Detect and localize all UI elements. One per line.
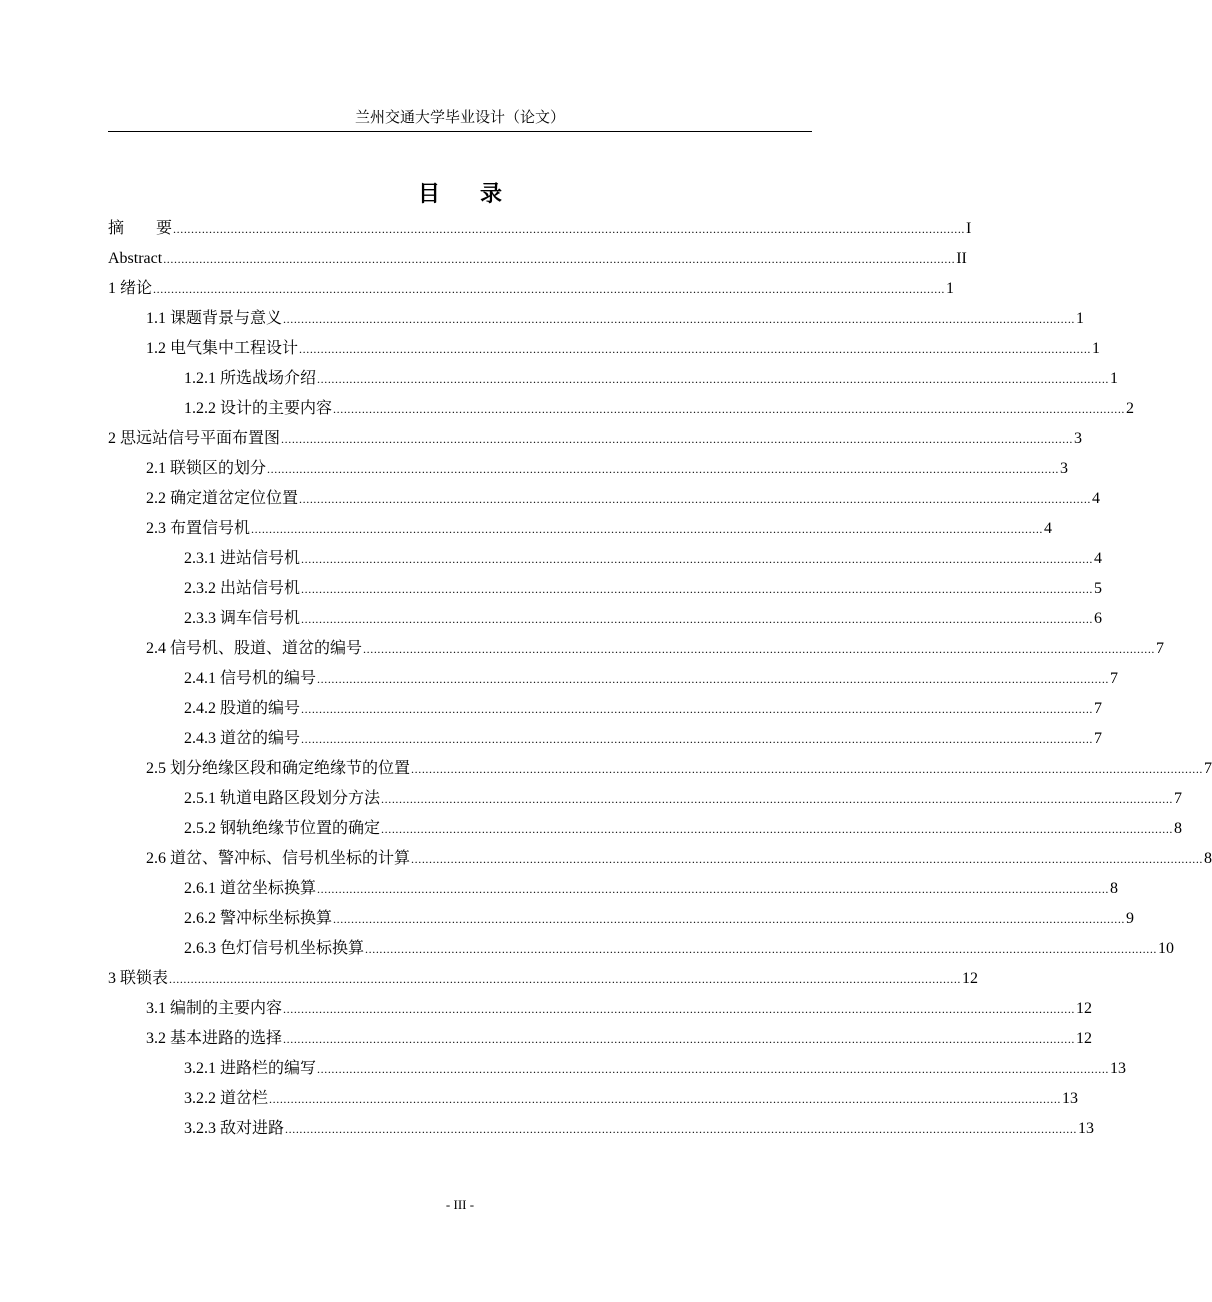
toc-dot-leader: ............................................................................................................................................................................................................................ (317, 372, 1110, 386)
toc-entry-page: 7 (1156, 640, 1165, 657)
toc-entry-page: 3 (1074, 430, 1083, 447)
toc-title: 目录 (417, 181, 542, 207)
toc-dot-leader: ............................................................................................................................................................................................................................ (267, 462, 1060, 476)
toc-entry-title: 1.2 电气集中工程设计 (146, 340, 299, 357)
toc-dot-leader: ............................................................................................................................................................................................................................ (299, 492, 1092, 506)
toc-entry-title: 摘 要 (108, 220, 173, 237)
toc-entry-page: 8 (1174, 820, 1183, 837)
toc-entry-title: 3.2 基本进路的选择 (146, 1030, 283, 1047)
toc-dot-leader: ............................................................................................................................................................................................................................ (281, 432, 1074, 446)
toc-dot-leader: ............................................................................................................................................................................................................................ (363, 642, 1156, 656)
toc-entry-title: 2.4.2 股道的编号 (184, 700, 301, 717)
toc-entry-page: 1 (1110, 370, 1119, 387)
toc-dot-leader: ............................................................................................................................................................................................................................ (301, 732, 1094, 746)
toc-dot-leader: ............................................................................................................................................................................................................................ (269, 1092, 1062, 1106)
page-number: - III - (445, 1197, 475, 1212)
toc-entry-title: 3.1 编制的主要内容 (146, 1000, 283, 1017)
toc-entry[interactable] (184, 664, 1119, 694)
toc-entry-title: 1 绪论 (108, 280, 153, 297)
toc-entry[interactable] (146, 484, 1101, 514)
toc-entry-title: 2.5.2 钢轨绝缘节位置的确定 (184, 820, 381, 837)
toc-entry-title: Abstract (108, 250, 163, 267)
toc-entry[interactable] (184, 814, 1183, 844)
toc-entry-page: 1 (1092, 340, 1101, 357)
toc-dot-leader: ............................................................................................................................................................................................................................ (333, 912, 1126, 926)
toc-entry[interactable] (184, 604, 1103, 634)
toc-entry-title: 2.2 确定道岔定位位置 (146, 490, 299, 507)
toc-entry-page: 13 (1078, 1120, 1095, 1137)
toc-entry[interactable] (108, 244, 967, 274)
toc-entry-title: 2.5 划分绝缘区段和确定绝缘节的位置 (146, 760, 411, 777)
toc-dot-leader: ............................................................................................................................................................................................................................ (283, 1032, 1076, 1046)
toc-entry-page: 1 (946, 280, 955, 297)
toc-entry[interactable] (184, 544, 1103, 574)
toc-entry-page: 13 (1062, 1090, 1079, 1107)
header-rule (108, 131, 812, 132)
toc-entry-title: 2.5.1 轨道电路区段划分方法 (184, 790, 381, 807)
toc-entry-page: 3 (1060, 460, 1069, 477)
toc-entry-title: 1.1 课题背景与意义 (146, 310, 283, 327)
toc-entry-page: 13 (1110, 1060, 1127, 1077)
toc-entry-page: 4 (1092, 490, 1101, 507)
toc-dot-leader: ............................................................................................................................................................................................................................ (301, 582, 1094, 596)
toc-dot-leader: ............................................................................................................................................................................................................................ (299, 342, 1092, 356)
toc-entry[interactable] (146, 634, 1165, 664)
toc-entry-title: 2.4.3 道岔的编号 (184, 730, 301, 747)
toc-entry[interactable] (146, 844, 1212, 874)
toc-entry[interactable] (146, 754, 1212, 784)
toc-entry-page: I (966, 220, 972, 237)
toc-entry-page: 8 (1204, 850, 1212, 867)
toc-entry[interactable] (108, 424, 1083, 454)
toc-entry-title: 2.3 布置信号机 (146, 520, 251, 537)
toc-entry-title: 2.6.2 警冲标坐标换算 (184, 910, 333, 927)
toc-entry-page: 7 (1204, 760, 1212, 777)
toc-entry-title: 2 思远站信号平面布置图 (108, 430, 281, 447)
toc-dot-leader: ............................................................................................................................................................................................................................ (317, 1062, 1110, 1076)
toc-entry-title: 2.3.1 进站信号机 (184, 550, 301, 567)
toc-dot-leader: ............................................................................................................................................................................................................................ (381, 822, 1174, 836)
toc-entry[interactable] (146, 514, 1053, 544)
toc-entry-page: 7 (1174, 790, 1183, 807)
toc-dot-leader: ............................................................................................................................................................................................................................ (251, 522, 1044, 536)
toc-entry-title: 2.3.2 出站信号机 (184, 580, 301, 597)
toc-entry[interactable] (184, 724, 1103, 754)
toc-entry-title: 2.6.3 色灯信号机坐标换算 (184, 940, 365, 957)
toc-dot-leader: ............................................................................................................................................................................................................................ (301, 612, 1094, 626)
toc-dot-leader: ............................................................................................................................................................................................................................ (333, 402, 1126, 416)
toc-entry[interactable] (108, 274, 955, 304)
toc-entry[interactable] (146, 304, 1085, 334)
toc-entry-page: 12 (962, 970, 979, 987)
toc-entry-page: 9 (1126, 910, 1135, 927)
toc-entry-page: 5 (1094, 580, 1103, 597)
toc-entry-title: 1.2.2 设计的主要内容 (184, 400, 333, 417)
toc-dot-leader: ............................................................................................................................................................................................................................ (153, 282, 946, 296)
toc-entry[interactable] (184, 784, 1183, 814)
toc-dot-leader: ............................................................................................................................................................................................................................ (365, 942, 1158, 956)
toc-entry[interactable] (108, 214, 972, 244)
toc-entry[interactable] (184, 1054, 1127, 1084)
toc-entry-page: 1 (1076, 310, 1085, 327)
toc-dot-leader: ............................................................................................................................................................................................................................ (381, 792, 1174, 806)
toc-entry[interactable] (184, 574, 1103, 604)
toc-entry-page: 12 (1076, 1030, 1093, 1047)
toc-entry-title: 2.4.1 信号机的编号 (184, 670, 317, 687)
toc-entry-title: 3.2.3 敌对进路 (184, 1120, 285, 1137)
toc-entry[interactable] (184, 1114, 1095, 1144)
toc-entry-page: 10 (1158, 940, 1175, 957)
toc-dot-leader: ............................................................................................................................................................................................................................ (285, 1122, 1078, 1136)
toc-dot-leader: ............................................................................................................................................................................................................................ (317, 672, 1110, 686)
toc-entry-page: 7 (1094, 700, 1103, 717)
toc-entry-page: 6 (1094, 610, 1103, 627)
toc-entry[interactable] (146, 454, 1069, 484)
toc-entry-title: 2.6.1 道岔坐标换算 (184, 880, 317, 897)
toc-dot-leader: ............................................................................................................................................................................................................................ (301, 552, 1094, 566)
toc-entry[interactable] (146, 1024, 1093, 1054)
toc-dot-leader: ............................................................................................................................................................................................................................ (173, 222, 966, 236)
toc-entry[interactable] (146, 334, 1101, 364)
toc-entry-title: 3 联锁表 (108, 970, 169, 987)
toc-dot-leader: ............................................................................................................................................................................................................................ (163, 252, 956, 266)
toc-entry[interactable] (184, 694, 1103, 724)
toc-entry-page: 4 (1044, 520, 1053, 537)
toc-entry-title: 2.6 道岔、警冲标、信号机坐标的计算 (146, 850, 411, 867)
toc-dot-leader: ............................................................................................................................................................................................................................ (411, 762, 1204, 776)
toc-dot-leader: ............................................................................................................................................................................................................................ (317, 882, 1110, 896)
toc-entry-page: II (956, 250, 967, 267)
toc-entry[interactable] (184, 904, 1135, 934)
toc-dot-leader: ............................................................................................................................................................................................................................ (169, 972, 962, 986)
toc-entry[interactable] (184, 394, 1135, 424)
toc-dot-leader: ............................................................................................................................................................................................................................ (283, 1002, 1076, 1016)
toc-entry-page: 7 (1094, 730, 1103, 747)
toc-entry-title: 2.3.3 调车信号机 (184, 610, 301, 627)
toc-entry-title: 2.1 联锁区的划分 (146, 460, 267, 477)
toc-entry-page: 7 (1110, 670, 1119, 687)
toc-dot-leader: ............................................................................................................................................................................................................................ (301, 702, 1094, 716)
toc-entry-page: 12 (1076, 1000, 1093, 1017)
toc-entry[interactable] (146, 994, 1093, 1024)
toc-entry[interactable] (184, 874, 1119, 904)
toc-entry[interactable] (184, 1084, 1079, 1114)
toc-entry[interactable] (108, 964, 979, 994)
toc-dot-leader: ............................................................................................................................................................................................................................ (283, 312, 1076, 326)
running-header: 兰州交通大学毕业设计（论文） (354, 108, 565, 126)
toc-entry-page: 2 (1126, 400, 1135, 417)
toc-entry-title: 3.2.1 进路栏的编写 (184, 1060, 317, 1077)
toc-entry[interactable] (184, 364, 1119, 394)
toc-entry-title: 2.4 信号机、股道、道岔的编号 (146, 640, 363, 657)
toc-entry-page: 4 (1094, 550, 1103, 567)
toc-entry[interactable] (184, 934, 1175, 964)
toc-dot-leader: ............................................................................................................................................................................................................................ (411, 852, 1204, 866)
toc-entry-title: 1.2.1 所选战场介绍 (184, 370, 317, 387)
toc-entry-page: 8 (1110, 880, 1119, 897)
toc-entry-title: 3.2.2 道岔栏 (184, 1090, 269, 1107)
